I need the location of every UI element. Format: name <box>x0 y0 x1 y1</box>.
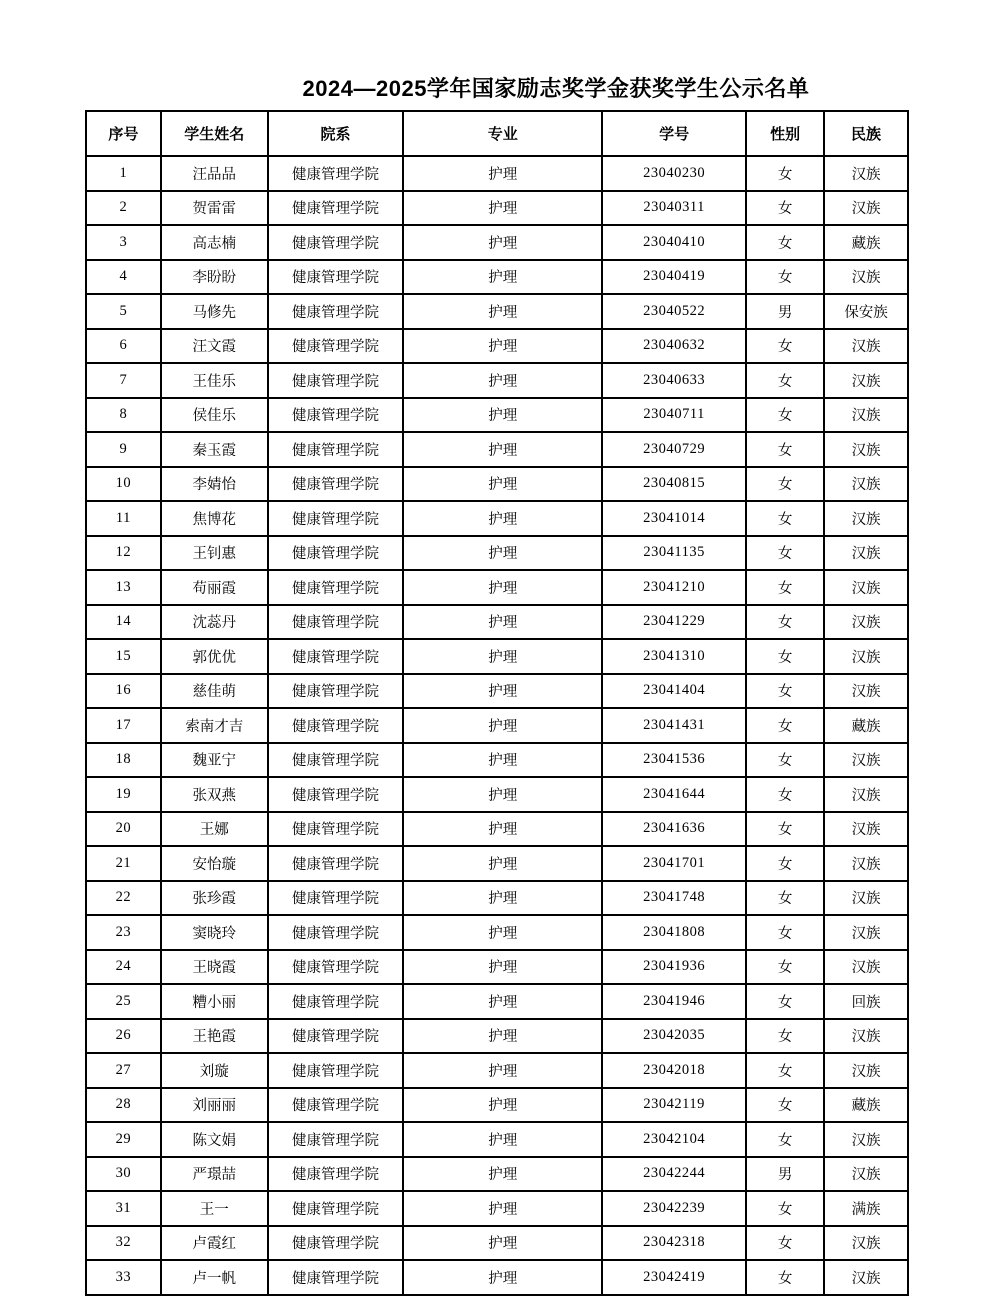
cell-major: 护理 <box>403 1191 602 1226</box>
cell-student-id: 23042035 <box>602 1019 746 1054</box>
table-row <box>86 777 908 812</box>
cell-name: 王晓霞 <box>161 950 268 985</box>
cell-department: 健康管理学院 <box>268 398 404 433</box>
cell-student-id: 23040410 <box>602 225 746 260</box>
cell-ethnicity: 汉族 <box>824 363 908 398</box>
cell-index: 9 <box>86 432 161 467</box>
cell-department: 健康管理学院 <box>268 156 404 191</box>
cell-student-id: 23041644 <box>602 777 746 812</box>
cell-ethnicity: 藏族 <box>824 708 908 743</box>
table-row <box>86 1226 908 1261</box>
cell-gender: 女 <box>746 1122 824 1157</box>
cell-index: 20 <box>86 812 161 847</box>
cell-major: 护理 <box>403 605 602 640</box>
cell-department: 健康管理学院 <box>268 846 404 881</box>
cell-major: 护理 <box>403 846 602 881</box>
table-row <box>86 950 908 985</box>
cell-student-id: 23041636 <box>602 812 746 847</box>
cell-ethnicity: 汉族 <box>824 501 908 536</box>
cell-gender: 女 <box>746 467 824 502</box>
cell-student-id: 23042244 <box>602 1157 746 1192</box>
cell-name: 刘丽丽 <box>161 1088 268 1123</box>
cell-student-id: 23041536 <box>602 743 746 778</box>
cell-gender: 女 <box>746 363 824 398</box>
table-row <box>86 294 908 329</box>
table-row <box>86 674 908 709</box>
cell-gender: 女 <box>746 1226 824 1261</box>
cell-gender: 女 <box>746 501 824 536</box>
cell-name: 苟丽霞 <box>161 570 268 605</box>
cell-gender: 女 <box>746 536 824 571</box>
cell-student-id: 23040311 <box>602 191 746 226</box>
cell-gender: 女 <box>746 1019 824 1054</box>
cell-gender: 女 <box>746 950 824 985</box>
cell-department: 健康管理学院 <box>268 1226 404 1261</box>
cell-ethnicity: 汉族 <box>824 674 908 709</box>
cell-gender: 女 <box>746 984 824 1019</box>
cell-student-id: 23041748 <box>602 881 746 916</box>
cell-gender: 女 <box>746 743 824 778</box>
table-row <box>86 501 908 536</box>
cell-department: 健康管理学院 <box>268 881 404 916</box>
cell-department: 健康管理学院 <box>268 1122 404 1157</box>
cell-student-id: 23040633 <box>602 363 746 398</box>
page-title: 2024—2025学年国家励志奖学金获奖学生公示名单 <box>302 76 810 101</box>
table-header <box>86 111 908 156</box>
cell-ethnicity: 汉族 <box>824 156 908 191</box>
cell-major: 护理 <box>403 570 602 605</box>
cell-department: 健康管理学院 <box>268 915 404 950</box>
cell-name: 索南才吉 <box>161 708 268 743</box>
cell-department: 健康管理学院 <box>268 1053 404 1088</box>
cell-major: 护理 <box>403 432 602 467</box>
cell-index: 4 <box>86 260 161 295</box>
table-row <box>86 191 908 226</box>
cell-name: 慈佳萌 <box>161 674 268 709</box>
cell-index: 16 <box>86 674 161 709</box>
cell-index: 3 <box>86 225 161 260</box>
cell-ethnicity: 汉族 <box>824 1122 908 1157</box>
cell-student-id: 23040419 <box>602 260 746 295</box>
cell-name: 刘璇 <box>161 1053 268 1088</box>
cell-ethnicity: 汉族 <box>824 260 908 295</box>
cell-student-id: 23041946 <box>602 984 746 1019</box>
cell-gender: 男 <box>746 294 824 329</box>
cell-index: 33 <box>86 1260 161 1295</box>
cell-student-id: 23042318 <box>602 1226 746 1261</box>
header-major: 专业 <box>403 111 602 156</box>
cell-student-id: 23041229 <box>602 605 746 640</box>
cell-gender: 女 <box>746 777 824 812</box>
cell-index: 26 <box>86 1019 161 1054</box>
cell-name: 王一 <box>161 1191 268 1226</box>
cell-major: 护理 <box>403 1260 602 1295</box>
table-row <box>86 156 908 191</box>
header-row <box>86 111 908 156</box>
cell-ethnicity: 藏族 <box>824 1088 908 1123</box>
cell-department: 健康管理学院 <box>268 570 404 605</box>
header-name: 学生姓名 <box>161 111 268 156</box>
cell-major: 护理 <box>403 501 602 536</box>
cell-department: 健康管理学院 <box>268 984 404 1019</box>
cell-name: 秦玉霞 <box>161 432 268 467</box>
table-row <box>86 1122 908 1157</box>
cell-department: 健康管理学院 <box>268 191 404 226</box>
cell-name: 汪文霞 <box>161 329 268 364</box>
cell-department: 健康管理学院 <box>268 1260 404 1295</box>
cell-name: 陈文娟 <box>161 1122 268 1157</box>
cell-gender: 女 <box>746 1088 824 1123</box>
cell-ethnicity: 保安族 <box>824 294 908 329</box>
cell-name: 焦博花 <box>161 501 268 536</box>
cell-name: 窦晓玲 <box>161 915 268 950</box>
table-row <box>86 260 908 295</box>
cell-name: 安怡璇 <box>161 846 268 881</box>
table-row <box>86 984 908 1019</box>
table-row <box>86 1053 908 1088</box>
cell-index: 11 <box>86 501 161 536</box>
cell-index: 14 <box>86 605 161 640</box>
cell-gender: 女 <box>746 398 824 433</box>
cell-student-id: 23040711 <box>602 398 746 433</box>
cell-index: 31 <box>86 1191 161 1226</box>
cell-index: 15 <box>86 639 161 674</box>
table-row <box>86 1260 908 1295</box>
cell-name: 严璟喆 <box>161 1157 268 1192</box>
cell-major: 护理 <box>403 674 602 709</box>
cell-student-id: 23041014 <box>602 501 746 536</box>
cell-name: 卢霞红 <box>161 1226 268 1261</box>
cell-gender: 女 <box>746 846 824 881</box>
cell-name: 张珍霞 <box>161 881 268 916</box>
cell-index: 5 <box>86 294 161 329</box>
cell-index: 12 <box>86 536 161 571</box>
cell-ethnicity: 汉族 <box>824 639 908 674</box>
cell-ethnicity: 汉族 <box>824 1157 908 1192</box>
table-row <box>86 881 908 916</box>
cell-index: 32 <box>86 1226 161 1261</box>
table-row <box>86 1157 908 1192</box>
cell-gender: 女 <box>746 605 824 640</box>
cell-index: 25 <box>86 984 161 1019</box>
cell-department: 健康管理学院 <box>268 536 404 571</box>
table-row <box>86 467 908 502</box>
cell-major: 护理 <box>403 329 602 364</box>
cell-student-id: 23041310 <box>602 639 746 674</box>
cell-major: 护理 <box>403 398 602 433</box>
table-row <box>86 432 908 467</box>
cell-student-id: 23041936 <box>602 950 746 985</box>
cell-ethnicity: 汉族 <box>824 812 908 847</box>
cell-student-id: 23041431 <box>602 708 746 743</box>
cell-department: 健康管理学院 <box>268 777 404 812</box>
cell-gender: 女 <box>746 1260 824 1295</box>
cell-department: 健康管理学院 <box>268 812 404 847</box>
cell-index: 24 <box>86 950 161 985</box>
cell-ethnicity: 满族 <box>824 1191 908 1226</box>
table-row <box>86 570 908 605</box>
cell-department: 健康管理学院 <box>268 294 404 329</box>
cell-gender: 女 <box>746 915 824 950</box>
cell-ethnicity: 汉族 <box>824 467 908 502</box>
cell-major: 护理 <box>403 984 602 1019</box>
cell-department: 健康管理学院 <box>268 605 404 640</box>
cell-department: 健康管理学院 <box>268 1019 404 1054</box>
cell-name: 王佳乐 <box>161 363 268 398</box>
table-row <box>86 708 908 743</box>
cell-department: 健康管理学院 <box>268 674 404 709</box>
cell-name: 贺雷雷 <box>161 191 268 226</box>
table-row <box>86 1088 908 1123</box>
cell-name: 侯佳乐 <box>161 398 268 433</box>
cell-name: 高志楠 <box>161 225 268 260</box>
table-row <box>86 605 908 640</box>
cell-major: 护理 <box>403 260 602 295</box>
cell-gender: 女 <box>746 191 824 226</box>
cell-major: 护理 <box>403 156 602 191</box>
cell-student-id: 23040632 <box>602 329 746 364</box>
cell-department: 健康管理学院 <box>268 1157 404 1192</box>
cell-student-id: 23041701 <box>602 846 746 881</box>
cell-index: 22 <box>86 881 161 916</box>
cell-student-id: 23042239 <box>602 1191 746 1226</box>
cell-ethnicity: 汉族 <box>824 1019 908 1054</box>
table-row <box>86 1019 908 1054</box>
cell-department: 健康管理学院 <box>268 639 404 674</box>
cell-name: 沈蕊丹 <box>161 605 268 640</box>
cell-index: 17 <box>86 708 161 743</box>
cell-index: 6 <box>86 329 161 364</box>
cell-ethnicity: 汉族 <box>824 329 908 364</box>
cell-index: 8 <box>86 398 161 433</box>
cell-gender: 男 <box>746 1157 824 1192</box>
cell-index: 18 <box>86 743 161 778</box>
cell-index: 13 <box>86 570 161 605</box>
cell-ethnicity: 汉族 <box>824 915 908 950</box>
cell-major: 护理 <box>403 915 602 950</box>
cell-name: 卢一帆 <box>161 1260 268 1295</box>
cell-major: 护理 <box>403 1088 602 1123</box>
cell-department: 健康管理学院 <box>268 467 404 502</box>
cell-major: 护理 <box>403 191 602 226</box>
cell-name: 马修先 <box>161 294 268 329</box>
cell-department: 健康管理学院 <box>268 260 404 295</box>
cell-student-id: 23040230 <box>602 156 746 191</box>
cell-ethnicity: 汉族 <box>824 398 908 433</box>
table-row <box>86 743 908 778</box>
table-row <box>86 329 908 364</box>
cell-name: 糟小丽 <box>161 984 268 1019</box>
cell-major: 护理 <box>403 639 602 674</box>
cell-student-id: 23041135 <box>602 536 746 571</box>
table-row <box>86 363 908 398</box>
cell-major: 护理 <box>403 950 602 985</box>
table-row <box>86 846 908 881</box>
cell-ethnicity: 汉族 <box>824 191 908 226</box>
cell-ethnicity: 汉族 <box>824 950 908 985</box>
cell-major: 护理 <box>403 777 602 812</box>
cell-ethnicity: 汉族 <box>824 570 908 605</box>
cell-ethnicity: 藏族 <box>824 225 908 260</box>
cell-gender: 女 <box>746 812 824 847</box>
table-row <box>86 225 908 260</box>
cell-index: 27 <box>86 1053 161 1088</box>
cell-major: 护理 <box>403 881 602 916</box>
cell-name: 汪品品 <box>161 156 268 191</box>
cell-major: 护理 <box>403 743 602 778</box>
cell-major: 护理 <box>403 536 602 571</box>
cell-ethnicity: 汉族 <box>824 1053 908 1088</box>
cell-student-id: 23041404 <box>602 674 746 709</box>
cell-index: 1 <box>86 156 161 191</box>
header-ethnicity: 民族 <box>824 111 908 156</box>
cell-gender: 女 <box>746 260 824 295</box>
cell-ethnicity: 汉族 <box>824 846 908 881</box>
cell-student-id: 23041210 <box>602 570 746 605</box>
cell-name: 李盼盼 <box>161 260 268 295</box>
cell-index: 28 <box>86 1088 161 1123</box>
cell-student-id: 23042104 <box>602 1122 746 1157</box>
cell-name: 王钊惠 <box>161 536 268 571</box>
cell-ethnicity: 回族 <box>824 984 908 1019</box>
cell-student-id: 23042419 <box>602 1260 746 1295</box>
cell-gender: 女 <box>746 329 824 364</box>
cell-name: 郭优优 <box>161 639 268 674</box>
cell-gender: 女 <box>746 1053 824 1088</box>
cell-department: 健康管理学院 <box>268 501 404 536</box>
table-row <box>86 915 908 950</box>
cell-student-id: 23042119 <box>602 1088 746 1123</box>
cell-index: 10 <box>86 467 161 502</box>
cell-gender: 女 <box>746 674 824 709</box>
cell-major: 护理 <box>403 1019 602 1054</box>
cell-major: 护理 <box>403 1122 602 1157</box>
cell-major: 护理 <box>403 225 602 260</box>
cell-student-id: 23041808 <box>602 915 746 950</box>
cell-major: 护理 <box>403 1157 602 1192</box>
table-row <box>86 812 908 847</box>
cell-gender: 女 <box>746 570 824 605</box>
cell-major: 护理 <box>403 1226 602 1261</box>
cell-ethnicity: 汉族 <box>824 1226 908 1261</box>
cell-gender: 女 <box>746 225 824 260</box>
cell-ethnicity: 汉族 <box>824 432 908 467</box>
table-row <box>86 398 908 433</box>
cell-department: 健康管理学院 <box>268 363 404 398</box>
cell-name: 李婧怡 <box>161 467 268 502</box>
cell-index: 30 <box>86 1157 161 1192</box>
cell-ethnicity: 汉族 <box>824 536 908 571</box>
cell-department: 健康管理学院 <box>268 432 404 467</box>
cell-department: 健康管理学院 <box>268 225 404 260</box>
cell-student-id: 23040729 <box>602 432 746 467</box>
table-body <box>86 156 908 1295</box>
cell-major: 护理 <box>403 294 602 329</box>
cell-gender: 女 <box>746 881 824 916</box>
cell-index: 7 <box>86 363 161 398</box>
cell-gender: 女 <box>746 1191 824 1226</box>
table-row <box>86 1191 908 1226</box>
cell-student-id: 23042018 <box>602 1053 746 1088</box>
cell-name: 王娜 <box>161 812 268 847</box>
cell-major: 护理 <box>403 708 602 743</box>
cell-gender: 女 <box>746 708 824 743</box>
cell-ethnicity: 汉族 <box>824 1260 908 1295</box>
cell-major: 护理 <box>403 467 602 502</box>
cell-student-id: 23040815 <box>602 467 746 502</box>
cell-index: 2 <box>86 191 161 226</box>
cell-gender: 女 <box>746 639 824 674</box>
cell-department: 健康管理学院 <box>268 1088 404 1123</box>
student-table <box>85 110 909 1296</box>
header-department: 院系 <box>268 111 404 156</box>
cell-name: 张双燕 <box>161 777 268 812</box>
table-row <box>86 639 908 674</box>
cell-major: 护理 <box>403 812 602 847</box>
cell-name: 王艳霞 <box>161 1019 268 1054</box>
cell-department: 健康管理学院 <box>268 329 404 364</box>
header-gender: 性别 <box>746 111 824 156</box>
header-student-id: 学号 <box>602 111 746 156</box>
cell-index: 23 <box>86 915 161 950</box>
cell-name: 魏亚宁 <box>161 743 268 778</box>
cell-department: 健康管理学院 <box>268 950 404 985</box>
cell-major: 护理 <box>403 363 602 398</box>
cell-gender: 女 <box>746 432 824 467</box>
cell-ethnicity: 汉族 <box>824 777 908 812</box>
cell-major: 护理 <box>403 1053 602 1088</box>
cell-department: 健康管理学院 <box>268 708 404 743</box>
cell-gender: 女 <box>746 156 824 191</box>
cell-department: 健康管理学院 <box>268 1191 404 1226</box>
cell-ethnicity: 汉族 <box>824 881 908 916</box>
cell-index: 29 <box>86 1122 161 1157</box>
cell-student-id: 23040522 <box>602 294 746 329</box>
table-row <box>86 536 908 571</box>
cell-index: 21 <box>86 846 161 881</box>
cell-ethnicity: 汉族 <box>824 743 908 778</box>
header-index: 序号 <box>86 111 161 156</box>
cell-ethnicity: 汉族 <box>824 605 908 640</box>
cell-department: 健康管理学院 <box>268 743 404 778</box>
cell-index: 19 <box>86 777 161 812</box>
